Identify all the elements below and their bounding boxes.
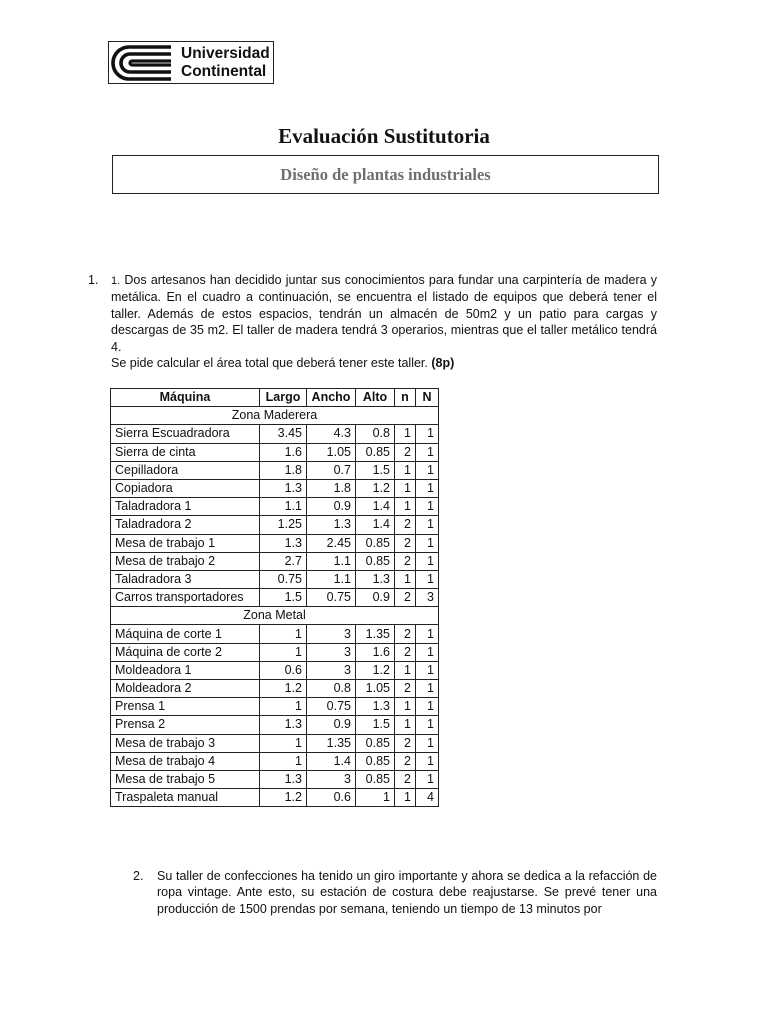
question-1-number: 1. [88, 273, 99, 287]
cell: 2 [395, 770, 416, 788]
cell: 1.6 [356, 643, 395, 661]
col-header: Alto [356, 389, 395, 407]
cell: 1.3 [356, 570, 395, 588]
cell: 1.3 [260, 534, 307, 552]
cell: 0.75 [307, 589, 356, 607]
cell: 1 [260, 625, 307, 643]
cell: 2 [395, 734, 416, 752]
question-1-points: (8p) [431, 356, 455, 371]
cell: 1 [356, 789, 395, 807]
cell: 1.6 [260, 443, 307, 461]
cell: Taladradora 2 [111, 516, 260, 534]
equipment-table [110, 388, 439, 807]
cell: 1 [416, 698, 439, 716]
cell: 1.1 [307, 570, 356, 588]
cell: 2 [395, 752, 416, 770]
cell: 1 [416, 680, 439, 698]
cell: 0.6 [307, 789, 356, 807]
cell: 3 [307, 625, 356, 643]
question-2-number: 2. [133, 869, 144, 883]
table-row [111, 752, 439, 770]
col-header: Largo [260, 389, 307, 407]
cell: 1 [416, 479, 439, 497]
question-1-inline-number: 1. [111, 275, 121, 287]
cell: Moldeadora 2 [111, 680, 260, 698]
cell: 1.4 [356, 516, 395, 534]
cell: Máquina de corte 1 [111, 625, 260, 643]
cell: 1.3 [307, 516, 356, 534]
cell: 1.5 [356, 461, 395, 479]
cell: Mesa de trabajo 3 [111, 734, 260, 752]
cell: 2 [395, 443, 416, 461]
cell: 1 [416, 552, 439, 570]
logo-line-1: Universidad [181, 45, 270, 62]
cell: Mesa de trabajo 5 [111, 770, 260, 788]
cell: 0.85 [356, 552, 395, 570]
cell: 1 [416, 461, 439, 479]
cell: 0.8 [356, 425, 395, 443]
table-row [111, 498, 439, 516]
university-logo [108, 41, 274, 84]
table-row [111, 552, 439, 570]
cell: 2 [395, 625, 416, 643]
cell: 1.05 [307, 443, 356, 461]
table-row [111, 443, 439, 461]
cell: 3 [307, 661, 356, 679]
logo-line-2: Continental [181, 63, 267, 80]
cell: 1 [416, 770, 439, 788]
table-header-row [111, 389, 439, 407]
table-row [111, 589, 439, 607]
cell: 1.25 [260, 516, 307, 534]
table-row [111, 425, 439, 443]
cell: 2.7 [260, 552, 307, 570]
course-subtitle: Diseño de plantas industriales [112, 155, 659, 194]
table-row [111, 570, 439, 588]
cell: 1.5 [260, 589, 307, 607]
cell: 0.75 [260, 570, 307, 588]
cell: 1 [416, 734, 439, 752]
cell: Prensa 1 [111, 698, 260, 716]
cell: Mesa de trabajo 2 [111, 552, 260, 570]
cell: 4.3 [307, 425, 356, 443]
cell: 1.4 [307, 752, 356, 770]
cell: 1 [395, 661, 416, 679]
cell: 1 [416, 516, 439, 534]
cell: 1.1 [307, 552, 356, 570]
table-row [111, 661, 439, 679]
table-row [111, 698, 439, 716]
zone-row [111, 407, 439, 425]
cell: 2 [395, 589, 416, 607]
cell: 1 [260, 643, 307, 661]
zone-row [111, 607, 439, 625]
table-row [111, 789, 439, 807]
logo-mark-icon [111, 44, 175, 82]
cell: 1 [395, 461, 416, 479]
cell: 2 [395, 680, 416, 698]
table-row [111, 734, 439, 752]
cell: 1 [416, 425, 439, 443]
cell: 2.45 [307, 534, 356, 552]
table-row [111, 479, 439, 497]
cell: Cepilladora [111, 461, 260, 479]
cell: 1.05 [356, 680, 395, 698]
cell: 1 [416, 661, 439, 679]
cell: 1.4 [356, 498, 395, 516]
table-row [111, 716, 439, 734]
cell: 1 [416, 752, 439, 770]
cell: 1.8 [307, 479, 356, 497]
cell: 1 [395, 425, 416, 443]
page-title: Evaluación Sustitutoria [278, 124, 490, 148]
cell: 0.9 [356, 589, 395, 607]
cell: 3.45 [260, 425, 307, 443]
cell: 1.35 [356, 625, 395, 643]
cell: 1 [416, 716, 439, 734]
table-row [111, 680, 439, 698]
cell: 1.3 [260, 770, 307, 788]
table-row [111, 516, 439, 534]
question-1-paragraph: Dos artesanos han decidido juntar sus conocimientos para fundar una carpintería de madera y metálica. En el cuadro a continuación, se encuentra el listado de equipos que deberá tener el taller. Además de estos espacios, tendrán un almacén de 50m2 y un patio para cargas y descargas de 35 m2. El taller de madera tendrá 3 operarios, mientras que el taller metálico tendrá 4. [111, 273, 657, 354]
cell: 0.85 [356, 770, 395, 788]
cell: 0.85 [356, 534, 395, 552]
cell: 0.8 [307, 680, 356, 698]
cell: 1.1 [260, 498, 307, 516]
cell: Sierra de cinta [111, 443, 260, 461]
question-2-text [157, 868, 657, 917]
cell: 1 [260, 698, 307, 716]
cell: 2 [395, 643, 416, 661]
zone-label: Zona Maderera [111, 407, 439, 425]
question-1-text [111, 272, 657, 371]
cell: 1.35 [307, 734, 356, 752]
cell: 1 [416, 643, 439, 661]
cell: 0.9 [307, 498, 356, 516]
col-header: n [395, 389, 416, 407]
cell: 1.5 [356, 716, 395, 734]
cell: 1.3 [356, 698, 395, 716]
cell: Traspaleta manual [111, 789, 260, 807]
cell: Mesa de trabajo 1 [111, 534, 260, 552]
cell: Carros transportadores [111, 589, 260, 607]
cell: 1.2 [356, 479, 395, 497]
cell: 2 [395, 534, 416, 552]
cell: 0.6 [260, 661, 307, 679]
cell: 3 [307, 770, 356, 788]
cell: 1.8 [260, 461, 307, 479]
cell: 1 [416, 534, 439, 552]
cell: 1 [416, 498, 439, 516]
cell: 2 [395, 516, 416, 534]
col-header: Máquina [111, 389, 260, 407]
cell: 1 [416, 570, 439, 588]
question-1-ask: Se pide calcular el área total que deberá tener este taller. [111, 356, 428, 371]
zone-label: Zona Metal [111, 607, 439, 625]
cell: 1.2 [260, 680, 307, 698]
cell: Máquina de corte 2 [111, 643, 260, 661]
table-row [111, 461, 439, 479]
cell: Mesa de trabajo 4 [111, 752, 260, 770]
col-header: N [416, 389, 439, 407]
cell: Sierra Escuadradora [111, 425, 260, 443]
table-row [111, 643, 439, 661]
cell: 0.85 [356, 752, 395, 770]
cell: 1 [395, 479, 416, 497]
cell: 0.85 [356, 734, 395, 752]
cell: 1 [395, 698, 416, 716]
cell: Copiadora [111, 479, 260, 497]
cell: Taladradora 1 [111, 498, 260, 516]
cell: 2 [395, 552, 416, 570]
logo-wordmark [181, 45, 270, 81]
cell: 0.7 [307, 461, 356, 479]
cell: 1.2 [260, 789, 307, 807]
cell: 1 [260, 752, 307, 770]
cell: 1.2 [356, 661, 395, 679]
cell: Moldeadora 1 [111, 661, 260, 679]
cell: 1 [395, 716, 416, 734]
table-row [111, 625, 439, 643]
cell: 1.3 [260, 716, 307, 734]
cell: 1 [416, 625, 439, 643]
cell: Prensa 2 [111, 716, 260, 734]
col-header: Ancho [307, 389, 356, 407]
cell: 1 [260, 734, 307, 752]
cell: 3 [416, 589, 439, 607]
cell: 3 [307, 643, 356, 661]
cell: 1.3 [260, 479, 307, 497]
table-row [111, 534, 439, 552]
cell: 0.9 [307, 716, 356, 734]
question-2-paragraph: Su taller de confecciones ha tenido un giro importante y ahora se dedica a la refacción de ropa vintage. Ante esto, su estación de costura debe reajustarse. Se prevé tener una producción de 1500 prendas por semana, teniendo un tiempo de 13 minutos por [157, 869, 657, 916]
table-row [111, 770, 439, 788]
cell: 4 [416, 789, 439, 807]
table-body [111, 407, 439, 807]
cell: 1 [395, 498, 416, 516]
cell: 0.75 [307, 698, 356, 716]
cell: 1 [416, 443, 439, 461]
cell: 1 [395, 570, 416, 588]
cell: 0.85 [356, 443, 395, 461]
cell: Taladradora 3 [111, 570, 260, 588]
cell: 1 [395, 789, 416, 807]
